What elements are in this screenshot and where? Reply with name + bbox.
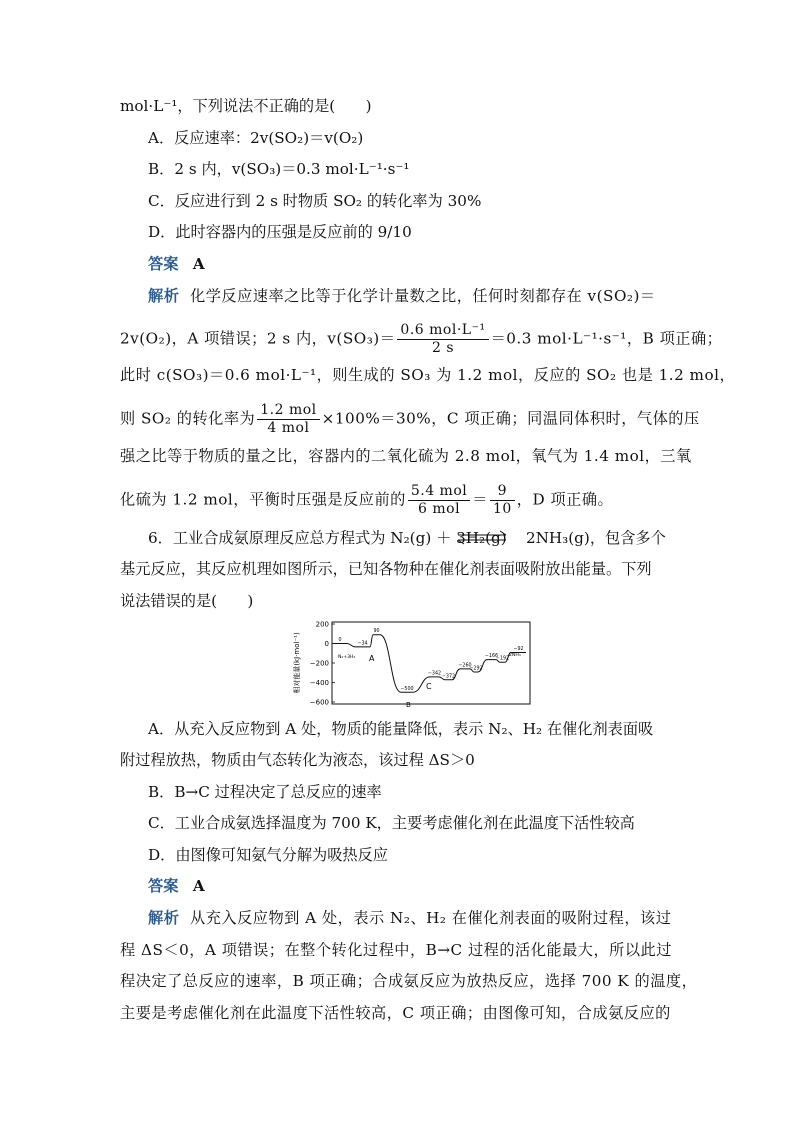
q5-explanation-line-5: 强之比等于物质的量之比，容器内的二氧化硫为 2.8 mol，氧气为 1.4 mol，三氧 [120,447,692,465]
point-a-label: A [369,654,375,663]
q6-option-a-line-2: 附过程放热，物质由气态转化为液态，该过程 ΔS＞0 [120,751,475,769]
explanation-label: 解析 [148,287,180,305]
fraction [490,483,515,518]
data-label: −260 [458,663,472,669]
y-tick-label: 0 [324,640,329,648]
q5-exp-text: ×100%＝30%，C 项正确；同温同体积时，气体的压 [321,409,700,428]
y-axis-label: 相对能量(kJ·mol⁻¹) [293,632,301,694]
answer-label: 答案 [148,255,179,273]
q5-option-d: D．此时容器内的压强是反应前的 9/10 [148,223,412,241]
q6-option-d: D．由图像可知氨气分解为吸热反应 [148,846,388,864]
q5-option-b: B．2 s 内，v(SO₃)＝0.3 mol·L⁻¹·s⁻¹ [148,160,410,178]
q5-explanation-line-3: 此时 c(SO₃)＝0.6 mol·L⁻¹，则生成的 SO₃ 为 1.2 mol，反应的 SO₂ 也是 1.2 mol， [120,366,736,384]
data-label: 90 [373,629,380,635]
fraction [408,483,470,518]
data-label: −500 [400,686,414,692]
q6-answer-line [148,875,205,897]
data-label: −342 [427,671,442,677]
point-c-label: C [426,682,432,691]
data-label: 0 [338,638,342,643]
q5-answer-line [148,253,205,275]
q5-option-a: A．反应速率：2v(SO₂)＝v(O₂) [148,129,364,147]
point-b-label: B [406,701,411,708]
q5-exp-text: ＝0.3 mol·L⁻¹·s⁻¹，B 项正确； [490,329,723,348]
fraction-numerator: 1.2 mol [257,402,319,420]
q5-exp-text: ，D 项正确。 [516,490,614,509]
q6-stem-line-1: 6．工业合成氨原理反应总方程式为 N₂(g) ＋ 3H₂(g) 2NH₃(g)，包含多个 [148,529,666,547]
fraction-numerator: 5.4 mol [408,483,470,501]
fraction-numerator: 0.6 mol·L⁻¹ [397,322,488,340]
answer-label: 答案 [148,877,179,895]
fraction-numerator: 9 [490,483,515,501]
equilibrium-arrow-icon [454,526,510,550]
q6-explanation-line-3: 程决定了总反应的速率，B 项正确；合成氨反应为放热反应，选择 700 K 的温度， [120,972,698,990]
fraction [397,322,488,357]
answer-value: A [192,255,205,273]
q6-explanation-line-2: 程 ΔS＜0，A 项错误；在整个转化过程中，B→C 过程的活化能最大，所以此过 [120,941,672,959]
q6-explanation-line-1 [148,907,671,929]
q6-exp-text: 从充入反应物到 A 处，表示 N₂、H₂ 在催化剂表面的吸附过程，该过 [190,909,672,927]
fraction-denominator: 2 s [431,340,455,356]
q6-option-b: B．B→C 过程决定了总反应的速率 [148,783,382,801]
data-label: −34 [357,641,368,647]
q6-option-a-line-1: A．从充入反应物到 A 处，物质的能量降低，表示 N₂、H₂ 在催化剂表面吸 [148,720,654,738]
q5-exp-text: 则 SO₂ 的转化率为 [120,409,256,428]
q5-explanation-line-6 [120,483,613,518]
y-tick-label: −400 [309,679,329,687]
fraction-denominator: 10 [492,501,512,517]
q5-exp-text: 化硫为 1.2 mol，平衡时压强是反应前的 [120,490,406,509]
data-label: −372 [441,674,456,680]
y-tick-label: −600 [309,698,329,707]
data-label: −166 [484,654,499,660]
reactant-label: N₂+3H₂ [338,655,356,660]
q5-exp-text: 化学反应速率之比等于化学计量数之比，任何时刻都存在 v(SO₂)＝ [190,287,656,305]
energy-chart-svg [290,618,534,708]
q5-stem-tail: mol·L⁻¹，下列说法不正确的是( ) [120,97,372,115]
y-tick-label: −200 [309,659,329,668]
q6-stem-line-2: 基元反应，其反应机理如图所示，已知各物种在催化剂表面吸附放出能量。下列 [120,560,652,578]
fraction-denominator: 6 mol [418,501,461,517]
q5-exp-text: ＝ [472,490,488,509]
product-label: 2NH₃ [509,653,521,658]
q6-option-c: C．工业合成氨选择温度为 700 K，主要考虑催化剂在此温度下活性较高 [148,814,635,832]
fraction [257,402,319,437]
q5-explanation-line-4 [120,402,700,437]
explanation-label: 解析 [148,909,180,927]
y-tick-label: 200 [315,620,329,629]
answer-value: A [192,877,205,895]
q5-option-c: C．反应进行到 2 s 时物质 SO₂ 的转化率为 30% [148,192,482,210]
q5-explanation-line-1 [148,285,656,307]
plot-frame [332,622,530,704]
fraction-denominator: 4 mol [267,420,310,436]
data-label: −292 [469,666,483,672]
data-label: −92 [513,646,524,652]
q6-stem-line-3: 说法错误的是( ) [120,592,254,610]
data-label: −192 [495,656,510,662]
energy-profile-chart [290,618,534,708]
q5-explanation-line-2 [120,322,722,357]
q5-exp-text: 2v(O₂)，A 项错误；2 s 内，v(SO₃)＝ [120,329,396,348]
q6-explanation-line-4: 主要是考虑催化剂在此温度下活性较高，C 项正确；由图像可知，合成氨反应的 [120,1004,671,1022]
